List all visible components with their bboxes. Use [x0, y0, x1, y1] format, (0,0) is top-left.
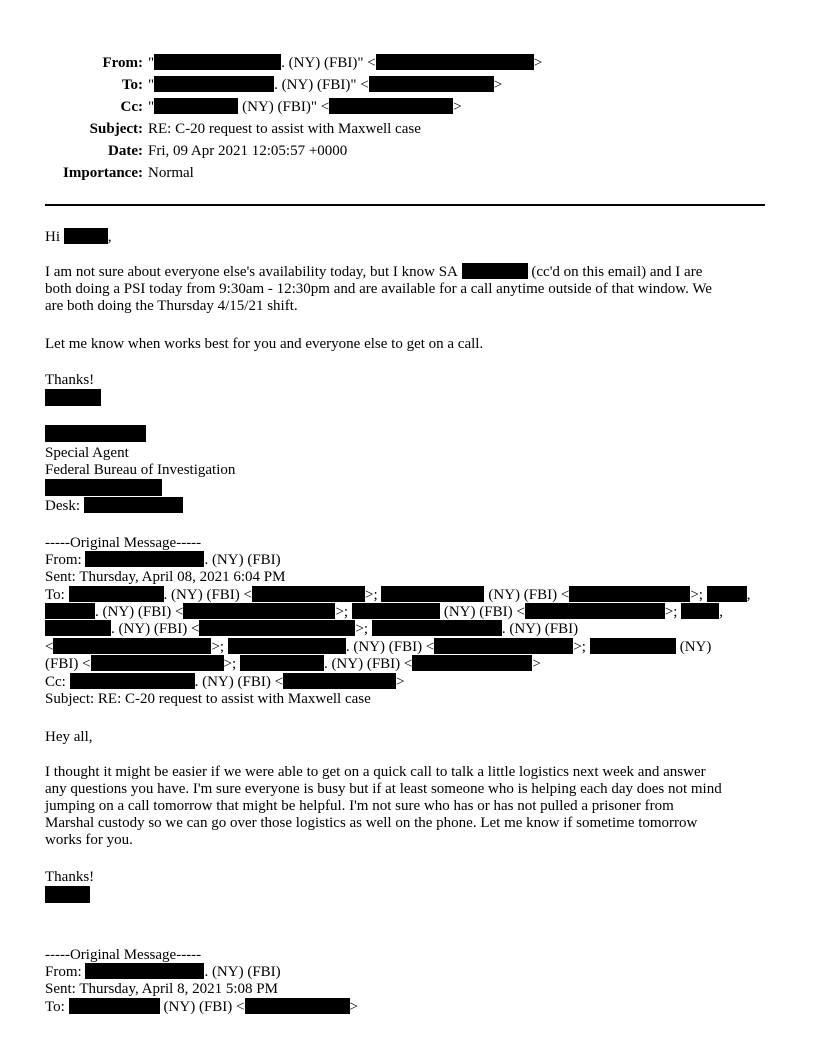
date-label: Date: — [108, 143, 143, 159]
body-line — [45, 263, 702, 281]
recipient-text: . (NY) (FBI) < — [111, 621, 200, 637]
redaction-box — [590, 638, 676, 654]
redaction-box — [85, 963, 204, 979]
to-label: To: — [45, 999, 65, 1015]
recipient-text: >; — [664, 604, 678, 620]
redaction-box — [707, 586, 747, 602]
quote-mark: " — [148, 99, 155, 115]
body-line: any questions you have. I'm sure everyone is busy but if at least someone who is helping each day does not mind — [45, 781, 722, 797]
body-line: are both doing the Thursday 4/15/21 shift. — [45, 298, 298, 314]
greeting-text: Hi — [45, 229, 60, 245]
orig1-to-line3 — [45, 620, 578, 638]
redaction-box — [252, 586, 365, 602]
redaction-box — [240, 655, 324, 671]
redaction-box — [154, 98, 238, 114]
orig1-subject: Subject: RE: C-20 request to assist with Maxwell case — [45, 691, 371, 707]
redaction-box — [372, 620, 502, 636]
recipient-text: >; — [211, 639, 225, 655]
quote-mark: " — [148, 77, 155, 93]
body-line: works for you. — [45, 832, 133, 848]
orig1-sent: Sent: Thursday, April 08, 2021 6:04 PM — [45, 569, 286, 585]
from-label: From: — [102, 55, 143, 71]
redaction-box — [45, 425, 146, 442]
recipient-text: . (NY) (FBI) < — [95, 604, 184, 620]
redaction-box — [569, 586, 690, 602]
recipient-text: , — [746, 587, 751, 603]
orig1-cc — [45, 673, 405, 691]
signature-title: Special Agent — [45, 445, 129, 461]
recipient-text: (NY) (FBI) < — [443, 604, 525, 620]
to-label: To: — [121, 77, 143, 93]
redaction-box — [84, 497, 183, 513]
redaction-box — [154, 76, 274, 92]
recipient-text: (FBI) < — [45, 656, 91, 672]
orig1-to-line1 — [45, 586, 750, 604]
orig1-to-line2 — [45, 603, 723, 621]
recipient-text: >; — [335, 604, 349, 620]
redaction-box — [376, 54, 534, 70]
importance-value: Normal — [148, 165, 194, 181]
redaction-box — [434, 638, 573, 654]
from-tail: . (NY) (FBI) — [204, 964, 281, 980]
redaction-box — [183, 603, 335, 619]
signature-org: Federal Bureau of Investigation — [45, 462, 236, 478]
redaction-box — [681, 603, 719, 619]
redaction-box — [381, 586, 484, 602]
body-line: Marshal custody so we can go over those logistics as well on the phone. Let me know if sometime tomorrow — [45, 815, 698, 831]
redaction-box — [412, 655, 532, 671]
recipient-text: >; — [365, 587, 378, 603]
recipient-text: , — [719, 604, 723, 620]
recipient-text: . (NY) (FBI) < — [323, 656, 413, 672]
recipient-text: > — [349, 999, 358, 1015]
importance-label: Importance: — [63, 165, 143, 181]
recipient-text: >; — [573, 639, 586, 655]
header-to — [0, 75, 816, 95]
redaction-box — [45, 603, 95, 619]
date-value: Fri, 09 Apr 2021 12:05:57 +0000 — [148, 143, 348, 159]
recipient-text: >; — [690, 587, 703, 603]
cc-value: (NY) (FBI)" < — [242, 99, 330, 115]
original-message-divider: -----Original Message----- — [45, 947, 202, 963]
recipient-text: < — [45, 639, 54, 655]
recipient-text: >; — [355, 621, 369, 637]
orig1-thanks: Thanks! — [45, 869, 95, 885]
redaction-box — [45, 389, 101, 406]
to-tail: (NY) (FBI) < — [163, 999, 245, 1015]
body-text: I am not sure about everyone else's availability today, but I know SA — [45, 264, 458, 280]
redaction-box — [283, 673, 396, 689]
desk-label: Desk: — [45, 498, 80, 514]
redaction-box — [69, 998, 160, 1014]
header-from — [0, 53, 816, 73]
redaction-box — [245, 998, 350, 1014]
header-date — [0, 141, 816, 161]
redaction-box — [85, 551, 204, 567]
body-line: jumping on a call tomorrow that might be helpful. I'm not sure who has or has not pulled a prisoner from — [45, 798, 674, 814]
body-line: I thought it might be easier if we were able to get on a quick call to talk a little logistics next week and answer — [45, 764, 706, 780]
angle-close: > — [533, 55, 543, 71]
recipient-text: (NY) (FBI) < — [488, 587, 570, 603]
orig2-to — [45, 998, 358, 1016]
redaction-box — [352, 603, 440, 619]
subject-value: RE: C-20 request to assist with Maxwell case — [148, 121, 421, 137]
redaction-box — [329, 98, 453, 114]
orig1-to-line5 — [45, 655, 541, 673]
redaction-box — [53, 638, 211, 654]
from-label: From: — [45, 964, 82, 980]
recipient-text: > — [396, 674, 405, 690]
quote-mark: " — [148, 55, 155, 71]
header-importance — [0, 163, 816, 183]
redaction-box — [45, 886, 90, 903]
greeting: Hi , — [45, 229, 112, 245]
redaction-box — [70, 673, 195, 689]
redaction-box — [228, 638, 346, 654]
angle-close: > — [453, 99, 462, 115]
redaction-box — [69, 586, 164, 602]
body-text: (cc'd on this email) and I are — [531, 264, 703, 280]
redaction-box — [64, 228, 108, 244]
orig1-to-line4 — [45, 638, 711, 656]
header-cc — [0, 97, 816, 117]
redaction-box — [199, 620, 355, 636]
body-line: both doing a PSI today from 9:30am - 12:30pm and are available for a call anytime outside of that window. We — [45, 281, 712, 297]
recipient-text: . (NY) (FBI) < — [345, 639, 435, 655]
angle-close: > — [493, 77, 503, 93]
recipient-text: > — [532, 656, 541, 672]
redaction-box — [45, 479, 162, 496]
orig1-greeting: Hey all, — [45, 729, 93, 745]
recipient-text: . (NY) (FBI) < — [163, 587, 252, 603]
header-divider — [45, 204, 765, 206]
from-label: From: — [45, 552, 82, 568]
cc-label: Cc: — [120, 99, 143, 115]
recipient-text: . (NY) (FBI) < — [194, 674, 284, 690]
from-value: . (NY) (FBI)" < — [281, 55, 376, 71]
recipient-text: >; — [223, 656, 237, 672]
redaction-box — [45, 620, 111, 636]
recipient-text: (NY) — [679, 639, 712, 655]
subject-label: Subject: — [89, 121, 143, 137]
orig2-from — [45, 963, 281, 981]
redaction-box — [369, 76, 494, 92]
to-label: To: — [45, 587, 65, 603]
from-tail: . (NY) (FBI) — [204, 552, 281, 568]
original-message-divider: -----Original Message----- — [45, 535, 202, 551]
orig2-sent: Sent: Thursday, April 8, 2021 5:08 PM — [45, 981, 278, 997]
header-subject — [0, 119, 816, 139]
redaction-box — [91, 655, 224, 671]
signature-desk — [45, 497, 183, 515]
orig1-from — [45, 551, 281, 569]
to-value: . (NY) (FBI)" < — [274, 77, 369, 93]
cc-label: Cc: — [45, 674, 66, 690]
redaction-box — [154, 54, 281, 70]
recipient-text: . (NY) (FBI) — [501, 621, 579, 637]
thanks: Thanks! — [45, 372, 95, 388]
redaction-box — [462, 263, 528, 279]
redaction-box — [525, 603, 665, 619]
body-line: Let me know when works best for you and everyone else to get on a call. — [45, 336, 484, 352]
